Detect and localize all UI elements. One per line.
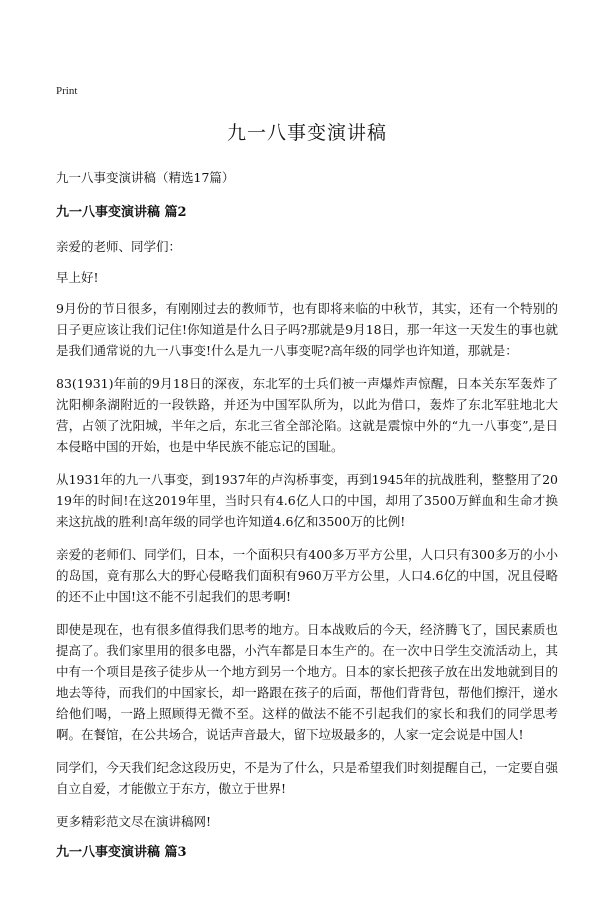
document-subtitle: 九一八事变演讲稿（精选17篇） <box>56 170 235 185</box>
section-heading-3: 九一八事变演讲稿 篇3 <box>56 845 187 860</box>
greeting-paragraph: 早上好! <box>56 270 99 285</box>
body-paragraph: 亲爱的老师们、同学们，日本，一个面积只有400多万平方公里，人口只有300多万的小小的岛国，竟有那么大的野心侵略我们面积有960万平方公里，人口4.6亿的中国，况且侵略的还不止中国!这不能不引起我们的思考啊! <box>56 547 558 604</box>
salutation-paragraph: 亲爱的老师、同学们： <box>56 239 182 254</box>
page-title: 九一八事变演讲稿 <box>226 122 387 144</box>
body-paragraph: 9月份的节日很多，有刚刚过去的教师节，也有即将来临的中秋节，其实，还有一个特别的日子更应该让我们记住!你知道是什么日子吗?那就是9月18日，那一年这一天发生的事也就是我们通常说的九一八事变!什么是九一八事变呢?高年级的同学也许知道，那就是： <box>56 301 558 358</box>
body-paragraph: 83(1931)年前的9月18日的深夜，东北军的士兵们被一声爆炸声惊醒，日本关东军轰炸了沈阳柳条湖附近的一段铁路，并还为中国军队所为，以此为借口，轰炸了东北军驻地北大营，占领了沈阳城，半年之后，东北三省全部沦陷。这就是震惊中外的“九一八事变”,是日本侵略中国的开始，也是中华民族不能忘记的国耻。 <box>56 376 558 454</box>
section-heading-2: 九一八事变演讲稿 篇2 <box>56 205 187 220</box>
footer-note-paragraph: 更多精彩范文尽在演讲稿网! <box>56 814 212 829</box>
body-paragraph: 从1931年的九一八事变，到1937年的卢沟桥事变，再到1945年的抗战胜利，整整用了2019年的时间!在这2019年里，当时只有4.6亿人口的中国，却用了3500万鲜血和生命才换来这抗战的胜利!高年级的同学也许知道4.6亿和3500万的比例! <box>56 472 558 529</box>
body-paragraph: 即使是现在，也有很多值得我们思考的地方。日本战败后的今天，经济腾飞了，国民素质也提高了。我们家里用的很多电器，小汽车都是日本生产的。在一次中日学生交流活动上，其中有一个项目是孩子徒步从一个地方到另一个地方。日本的家长把孩子放在出发地就到目的地去等待，而我们的中国家长，却一路跟在孩子的后面，帮他们背背包，帮他们擦汗，递水给他们喝，一路上照顾得无微不至。这样的做法不能不引起我们的家长和我们的同学思考啊。在餐馆，在公共场合，说话声音最大，留下垃圾最多的，人家一定会说是中国人! <box>56 622 558 742</box>
print-label: Print <box>56 85 78 97</box>
body-paragraph: 同学们，今天我们纪念这段历史，不是为了什么，只是希望我们时刻提醒自己，一定要自强自立自爱，才能傲立于东方，傲立于世界! <box>56 760 558 796</box>
